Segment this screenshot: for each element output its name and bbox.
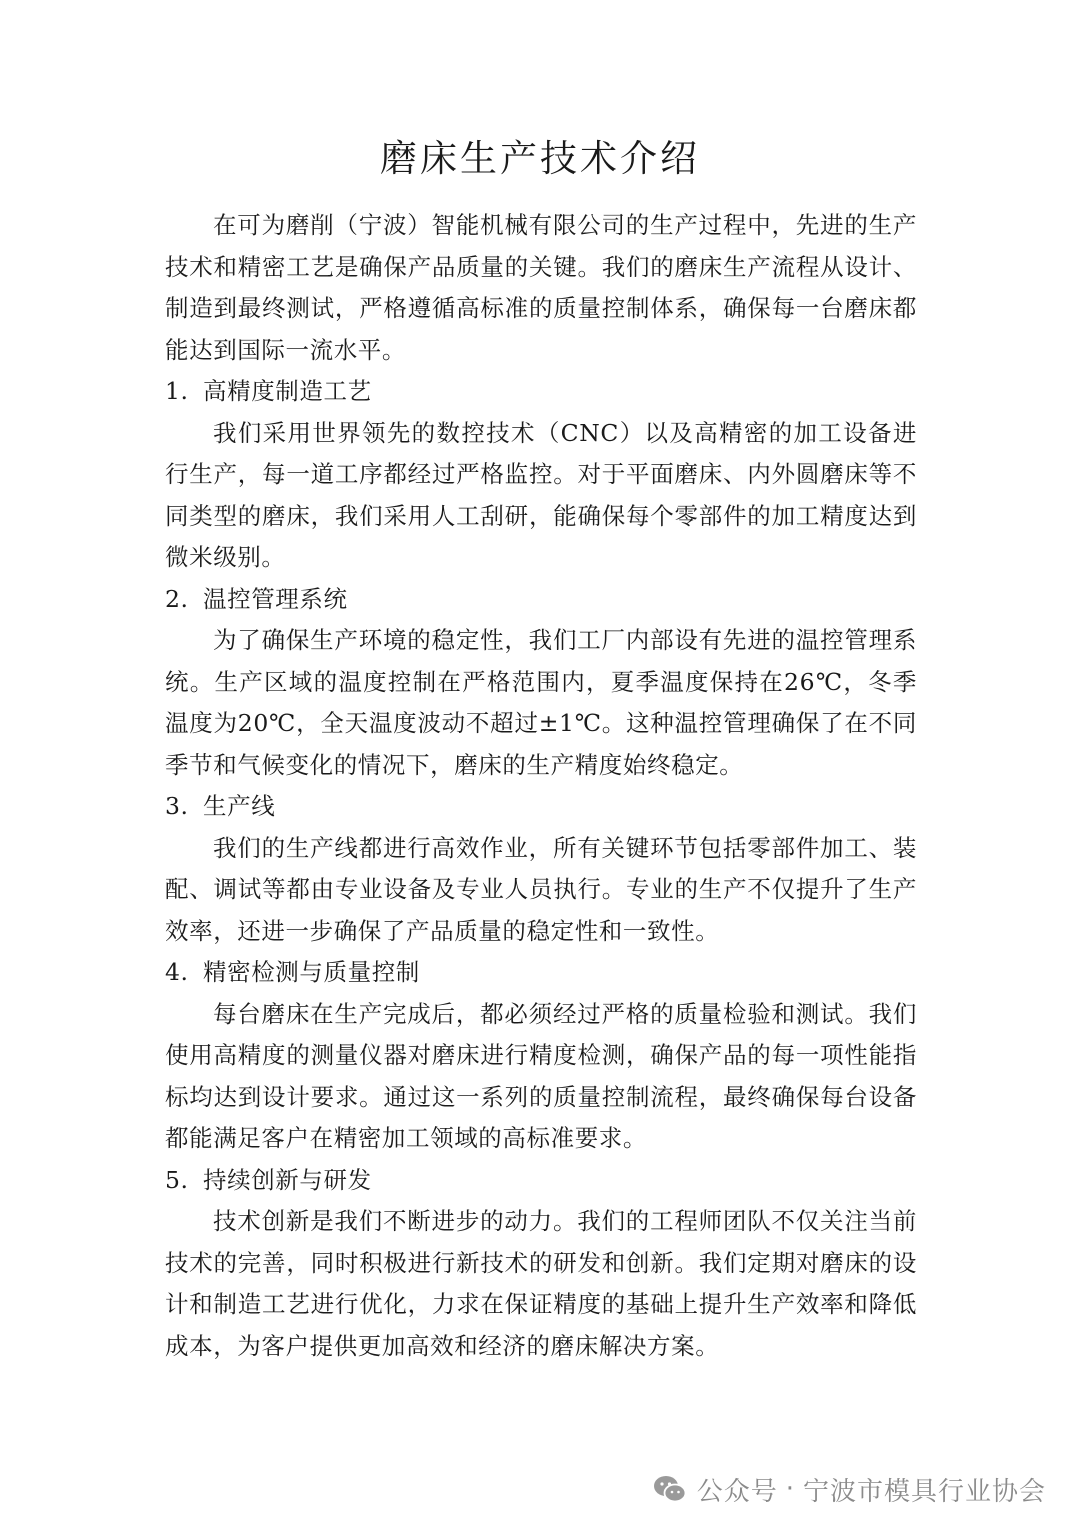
section-title: 生产线 — [203, 792, 276, 820]
section-heading — [165, 786, 917, 828]
watermark-account: 宁波市模具行业协会 — [802, 1476, 1046, 1507]
watermark-separator: · — [785, 1474, 795, 1504]
section-title: 精密检测与质量控制 — [203, 958, 420, 986]
watermark — [653, 1469, 1046, 1509]
section-title: 高精度制造工艺 — [203, 377, 372, 405]
section-number: 1. — [165, 377, 189, 405]
watermark-prefix: 公众号 — [696, 1476, 778, 1507]
section-title: 温控管理系统 — [203, 584, 348, 613]
section-number: 4. — [165, 958, 189, 986]
section-number: 3. — [165, 792, 189, 820]
section-number: 2. — [165, 584, 189, 613]
section-paragraph: 每台磨床在生产完成后，都必须经过严格的质量检验和测试。我们使用高精度的测量仪器对磨床进行精度检测，确保产品的每一项性能指标均达到设计要求。通过这一系列的质量控制流程，最终确保每台设备都能满足客户在精密加工领域的高标准要求。 — [165, 999, 917, 1152]
section-number: 5. — [165, 1165, 189, 1194]
intro-paragraph: 在可为磨削（宁波）智能机械有限公司的生产过程中，先进的生产技术和精密工艺是确保产品质量的关键。我们的磨床生产流程从设计、制造到最终测试，严格遵循高标准的质量控制体系，确保每一台磨床都能达到国际一流水平。 — [165, 211, 917, 364]
section-paragraph: 为了确保生产环境的稳定性，我们工厂内部设有先进的温控管理系统。生产区域的温度控制在严格范围内，夏季温度保持在26℃，冬季温度为20℃，全天温度波动不超过±1℃。这种温控管理确保了在不同季节和气候变化的情况下，磨床的生产精度始终稳定。 — [165, 626, 917, 779]
page-title: 磨床生产技术介绍 — [380, 137, 700, 180]
section-paragraph: 我们采用世界领先的数控技术（CNC）以及高精密的加工设备进行生产，每一道工序都经过严格监控。对于平面磨床、内外圆磨床等不同类型的磨床，我们采用人工刮研，能确保每个零部件的加工精度达到微米级别。 — [165, 418, 917, 571]
section-paragraph: 技术创新是我们不断进步的动力。我们的工程师团队不仅关注当前技术的完善，同时积极进行新技术的研发和创新。我们定期对磨床的设计和制造工艺进行优化，力求在保证精度的基础上提升生产效率和降低成本，为客户提供更加高效和经济的磨床解决方案。 — [165, 1207, 917, 1360]
wechat-icon — [653, 1474, 687, 1504]
section-paragraph: 我们的生产线都进行高效作业，所有关键环节包括零部件加工、装配、调试等都由专业设备及专业人员执行。专业的生产不仅提升了生产效率，还进一步确保了产品质量的稳定性和一致性。 — [165, 833, 917, 945]
section-title: 持续创新与研发 — [203, 1165, 372, 1194]
section-heading — [165, 579, 917, 621]
section-heading — [165, 1160, 917, 1202]
section-heading — [165, 952, 917, 994]
document-body — [165, 205, 917, 1367]
section-heading — [165, 371, 917, 413]
